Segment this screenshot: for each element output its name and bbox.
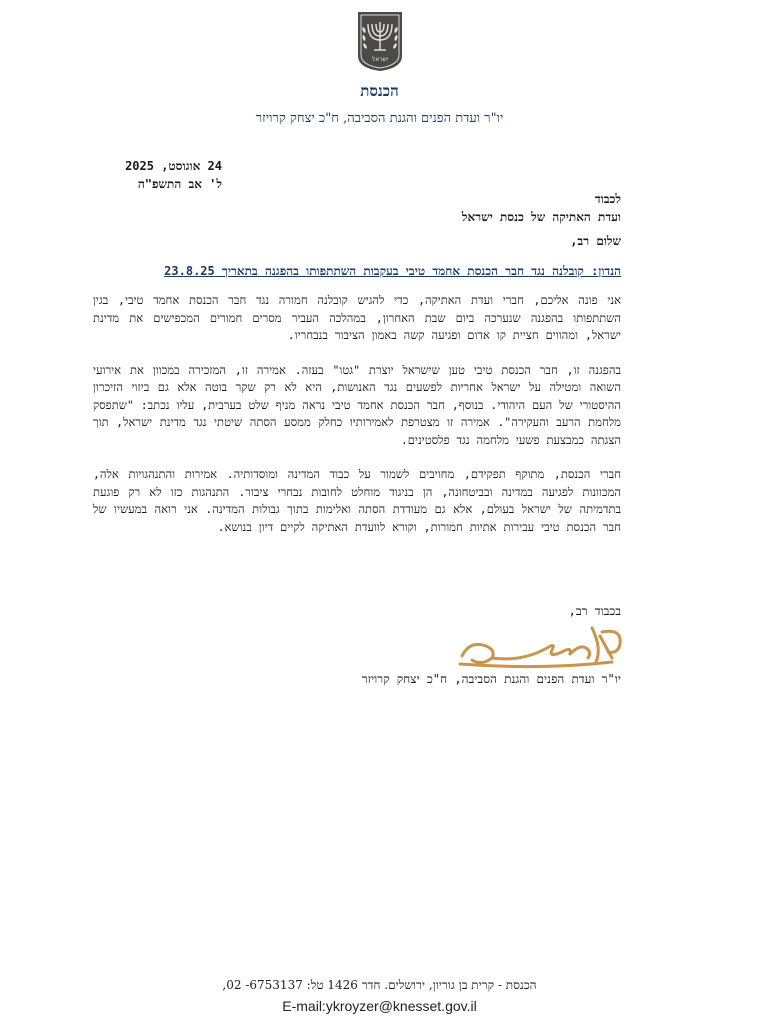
letterhead-chair-line: יו"ר ועדת הפנים והגנת הסביבה, ח"כ יצחק קרויזר <box>255 111 504 126</box>
body-paragraph-1: אני פונה אליכם, חברי ועדת האתיקה, כדי להגיש קובלנה חמורה נגד חבר הכנסת אחמד טיבי, בגין השתתפותו בהפגנה שנערכה ביום שבת האחרון, במהלכה העביר מסרים חמורים המכפישים את מדינת ישראל, ומהווים חציית קו אדום ופגיעה קשה באמון הציבור בנבחריו. <box>93 293 621 342</box>
date-block <box>22 157 222 193</box>
recipient-salutation: לכבוד <box>594 192 621 206</box>
handwritten-signature <box>452 618 632 670</box>
subject-line: הנדון: קובלנה נגד חבר הכנסת אחמד טיבי בעקבות השתתפותו בהפגנה בתאריך 23.8.25 <box>164 264 621 278</box>
emblem-caption: ישראל <box>371 56 389 63</box>
knesset-emblem-icon <box>355 10 405 72</box>
recipient-block <box>121 190 621 226</box>
signer-line: יו"ר ועדת הפנים והגנת הסביבה, ח"כ יצחק קרויזר <box>361 672 621 686</box>
gregorian-date: 24 אוגוסט, 2025 <box>125 159 222 173</box>
greeting: שלום רב, <box>570 234 621 248</box>
closing: בכבוד רב, <box>568 604 621 618</box>
footer-address: הכנסת - קרית בן גוריון, ירושלים. חדר 1426 טל: 6753137- 02, <box>222 978 537 992</box>
hebrew-date: ל' אב התשפ"ה <box>137 177 222 191</box>
institution-title: הכנסת <box>360 82 399 100</box>
footer-email[interactable]: E-mail:ykroyzer@knesset.gov.il <box>282 998 477 1014</box>
recipient-name: ועדת האתיקה של כנסת ישראל <box>461 210 621 224</box>
body-paragraph-3: חברי הכנסת, מתוקף תפקידם, מחויבים לשמור על כבוד המדינה ומוסדותיה. אמירות והתנהגויות אלה, המכוונות לפגיעה במדינה ובביטחונה, הן בניגוד מוחלט לחובות נבחרי ציבור. התנהגות כזו לא רק פוגעת בתדמיתה של ישראל בעולם, אלא גם מעודדת הסתה ואלימות בתוך גבולות המדינה. אני רואה במעשיו של חבר הכנסת טיבי עבירות אתיות חמורות, וקורא לוועדת האתיקה לקיים דיון בנושא. <box>93 467 621 534</box>
letter-body <box>93 292 621 553</box>
body-paragraph-2: בהפגנה זו, חבר הכנסת טיבי טען שישראל יוצרת "גטו" בעזה. אמירה זו, המזכירה במכוון את אירועי השואה ומטילה על ישראל אחריות לפשעים נגד האנושות, היא לא רק שקר בוטה אלא גם ביזוי הזיכרון ההיסטורי של העם היהודי. בנוסף, חבר הכנסת אחמד טיבי נראה מניף שלט בערבית, עליו נכתב: "שתפסק מלחמת הרעב והעקירה". אמירה זו מצטרפת לאמירותיו כחלק ממסע הסתה שיטתי נגד מדינת ישראל, תוך הצגתה כמבצעת פשעי מלחמה נגד פלסטינים. <box>92 362 621 447</box>
